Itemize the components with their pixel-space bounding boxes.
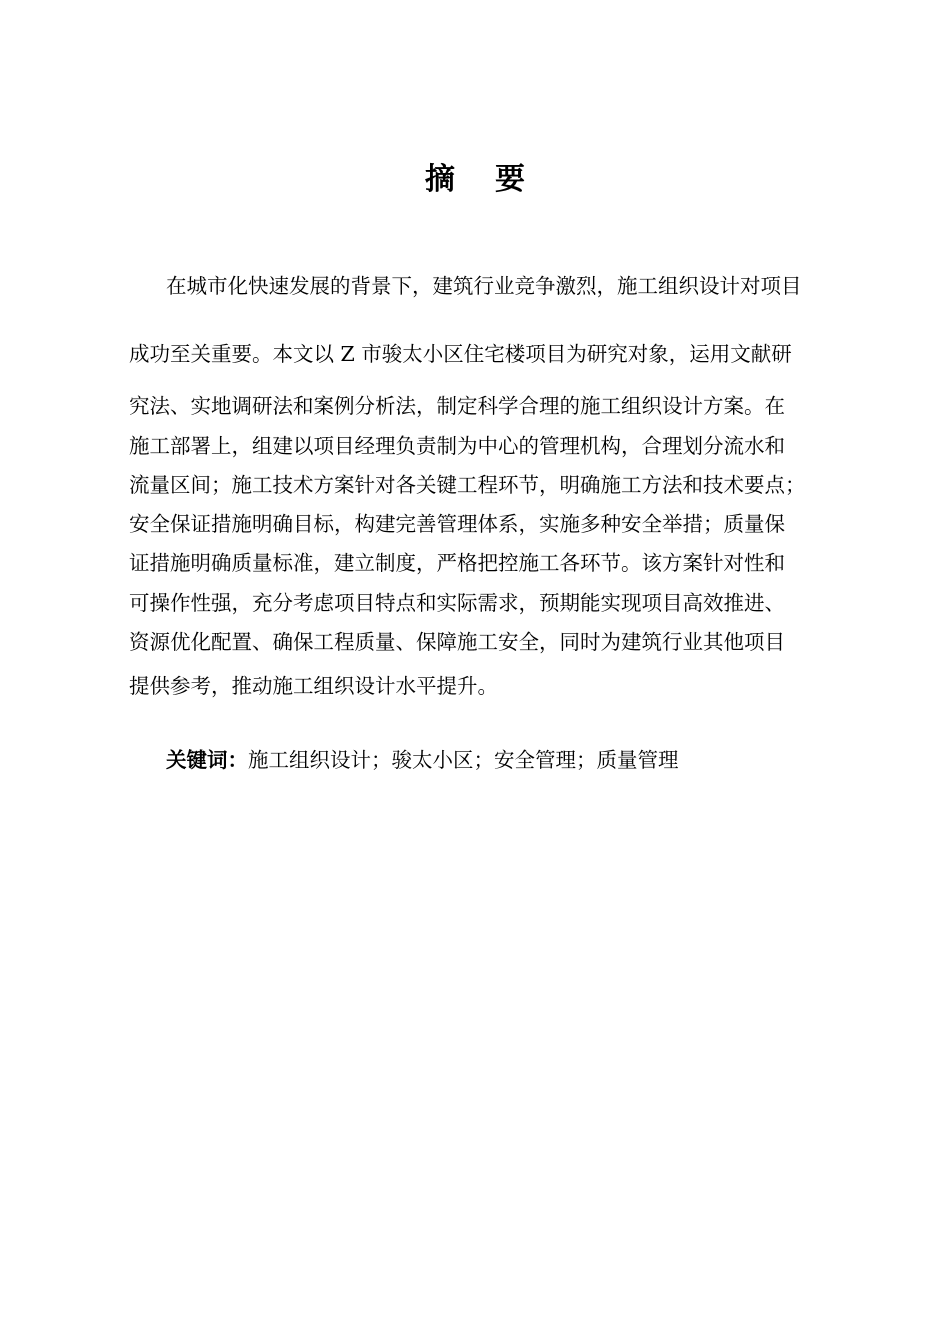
abstract-line-4: 施工部署上，组建以项目经理负责制为中心的管理机构，合理划分流水和 [129, 434, 785, 458]
page-title [0, 160, 950, 200]
abstract-line-7: 证措施明确质量标准，建立制度，严格把控施工各环节。该方案针对性和 [129, 551, 785, 575]
title-char-1: 摘 [425, 162, 455, 197]
abstract-line-6: 安全保证措施明确目标，构建完善管理体系，实施多种安全举措；质量保 [129, 512, 785, 536]
abstract-line-5: 流量区间；施工技术方案针对各关键工程环节，明确施工方法和技术要点； [129, 473, 806, 497]
abstract-line-9: 资源优化配置、确保工程质量、保障施工安全，同时为建筑行业其他项目 [129, 630, 785, 654]
title-char-2: 要 [495, 162, 525, 197]
keywords-value: 施工组织设计；骏太小区；安全管理；质量管理 [248, 748, 679, 772]
abstract-line-10: 提供参考，推动施工组织设计水平提升。 [129, 674, 498, 698]
abstract-line-1: 在城市化快速发展的背景下，建筑行业竞争激烈，施工组织设计对项目 [166, 274, 802, 298]
abstract-line-2: 成功至关重要。本文以 Z 市骏太小区住宅楼项目为研究对象，运用文献研 [129, 342, 792, 366]
keywords-line [166, 746, 679, 774]
abstract-line-8: 可操作性强，充分考虑项目特点和实际需求，预期能实现项目高效推进、 [129, 591, 785, 615]
keywords-label: 关键词： [166, 748, 248, 772]
abstract-line-3: 究法、实地调研法和案例分析法，制定科学合理的施工组织设计方案。在 [129, 394, 785, 418]
